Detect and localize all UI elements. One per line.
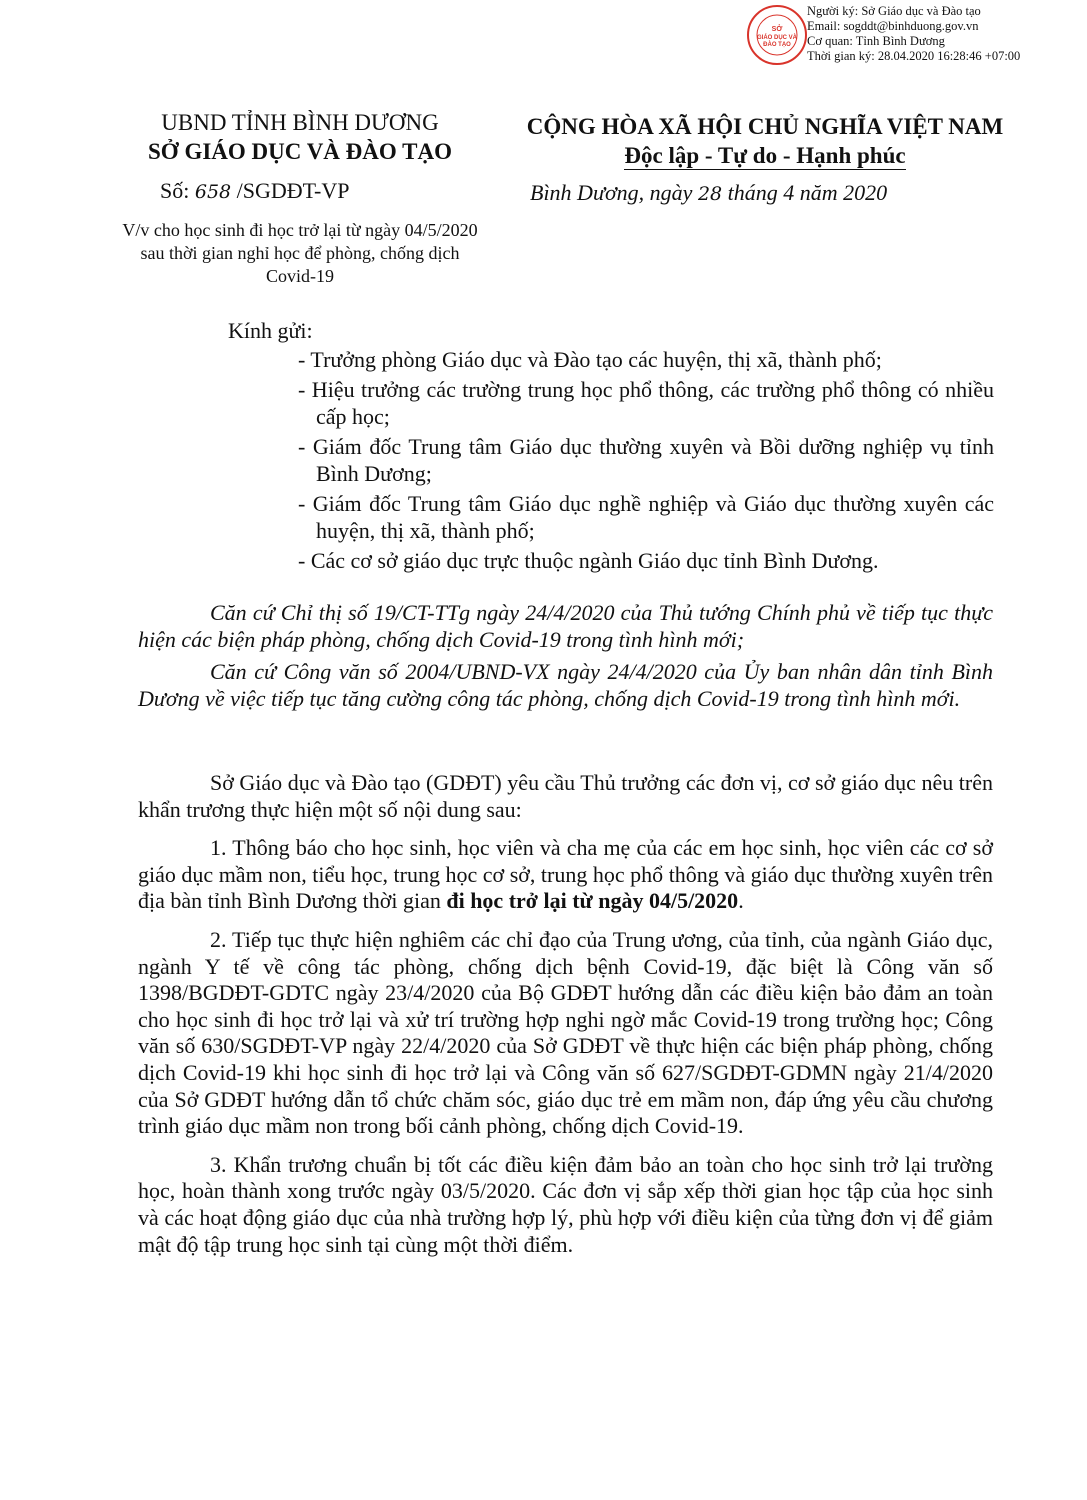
body-item-1: 1. Thông báo cho học sinh, học viên và cha mẹ của các em học sinh, học viên các cơ sở giáo dục mầm non, tiểu học, trung học cơ sở, trung học phổ thông và giáo dục thường xuyên trên địa bàn tỉnh Bình Dương thời gian đi học trở lại từ ngày 04/5/2020. [138,835,993,914]
body-intro: Sở Giáo dục và Đào tạo (GDĐT) yêu cầu Thủ trưởng các đơn vị, cơ sở giáo dục nêu trên khẩn trương thực hiện một số nội dung sau: [138,770,993,822]
body-item-2: 2. Tiếp tục thực hiện nghiêm các chỉ đạo của Trung ương, của tỉnh, của ngành Giáo dục, ngành Y tế về công tác phòng, chống dịch bệnh Covid-19, đặc biệt là Công văn số 1398/BGDĐT-GDTC ngày 23/4/2020 của Bộ GDĐT hướng dẫn các điều kiện bảo đảm an toàn cho học sinh đi học trở lại và xử trí trường hợp nghi ngờ mắc Covid-19 trong trường học; Công văn số 630/SGDĐT-VP ngày 22/4/2020 của Sở GDĐT về thực hiện các biện pháp phòng, chống dịch Covid-19 khi học sinh đi học trở lại và Công văn số 627/SGDĐT-GDMN ngày 21/4/2020 của Sở GDĐT hướng dẫn tổ chức chăm sóc, giáo dục trẻ em mầm non, đáp ứng yêu cầu chương trình giáo dục mầm non trong bối cảnh phòng, chống dịch Covid-19. [138,926,993,1139]
recipients-list [298,346,994,577]
document-number [160,178,350,204]
svg-text:GIÁO DỤC VÀ: GIÁO DỤC VÀ [756,35,798,41]
date-day: 28 [697,183,723,205]
basis-paragraph: Căn cứ Chỉ thị số 19/CT-TTg ngày 24/4/2020 của Thủ tướng Chính phủ về tiếp tục thực hiện các biện pháp phòng, chống dịch Covid-19 trong tình hình mới; [138,600,993,652]
official-seal [746,4,808,66]
subject-line: V/v cho học sinh đi học trở lại từ ngày 04/5/2020 sau thời gian nghỉ học để phòng, chống dịch Covid-19 [122,220,478,286]
issue-date [530,180,887,206]
recipient-item: - Giám đốc Trung tâm Giáo dục thường xuyên và Bồi dưỡng nghiệp vụ tỉnh Bình Dương; [298,434,994,486]
date-prefix: Bình Dương, ngày [530,180,693,205]
basis-paragraph: Căn cứ Công văn số 2004/UBND-VX ngày 24/4/2020 của Ủy ban nhân dân tỉnh Bình Dương về việc tiếp tục tăng cường công tác phòng, chống dịch Covid-19 trong tình hình mới. [138,659,993,711]
legal-basis [138,600,993,718]
digital-signature-info [807,4,1020,64]
issuer-block [120,108,480,166]
body-item-3: 3. Khẩn trương chuẩn bị tốt các điều kiện đảm bảo an toàn cho học sinh trở lại trường học, hoàn thành xong trước ngày 03/5/2020. Các đơn vị sắp xếp thời gian học tập của học sinh và các hoạt động giáo dục của nhà trường hợp lý, phù hợp với điều kiện của từng đơn vị để giảm mật độ tập trung học sinh tại cùng một thời điểm. [138,1151,993,1257]
number-suffix: /SGDĐT-VP [236,178,350,203]
recipient-item: - Giám đốc Trung tâm Giáo dục nghề nghiệp và Giáo dục thường xuyên các huyện, thị xã, thành phố; [298,491,994,543]
number-prefix: Số: [160,178,190,203]
recipients-label: Kính gửi: [228,318,313,343]
recipient-item: - Các cơ sở giáo dục trực thuộc ngành Giáo dục tỉnh Bình Dương. [298,548,879,573]
national-title: CỘNG HÒA XÃ HỘI CHỦ NGHĨA VIỆT NAM [526,114,1004,139]
signer: Người ký: Sở Giáo dục và Đào tạo [807,4,981,18]
svg-text:SỞ: SỞ [771,26,783,33]
national-header [485,112,1045,170]
national-motto: Độc lập - Tự do - Hạnh phúc [624,143,906,168]
date-suffix: tháng 4 năm 2020 [727,180,888,205]
number-handwritten: 658 [194,181,232,203]
recipient-item: - Hiệu trưởng các trường trung học phổ thông, các trường phổ thông có nhiều cấp học; [298,377,994,429]
department-name: SỞ GIÁO DỤC VÀ ĐÀO TẠO [148,139,452,164]
svg-text:ĐÀO TẠO: ĐÀO TẠO [763,42,791,48]
recipient-item: - Trưởng phòng Giáo dục và Đào tạo các huyện, thị xã, thành phố; [298,347,882,372]
document-body [138,770,993,1270]
signer-email: Email: sogddt@binhduong.gov.vn [807,19,979,33]
return-date-emphasis: đi học trở lại từ ngày 04/5/2020 [446,888,739,914]
signing-time: Thời gian ký: 28.04.2020 16:28:46 +07:00 [807,49,1021,63]
signer-agency: Cơ quan: Tỉnh Bình Dương [807,34,945,48]
authority-name: UBND TỈNH BÌNH DƯƠNG [161,110,439,135]
